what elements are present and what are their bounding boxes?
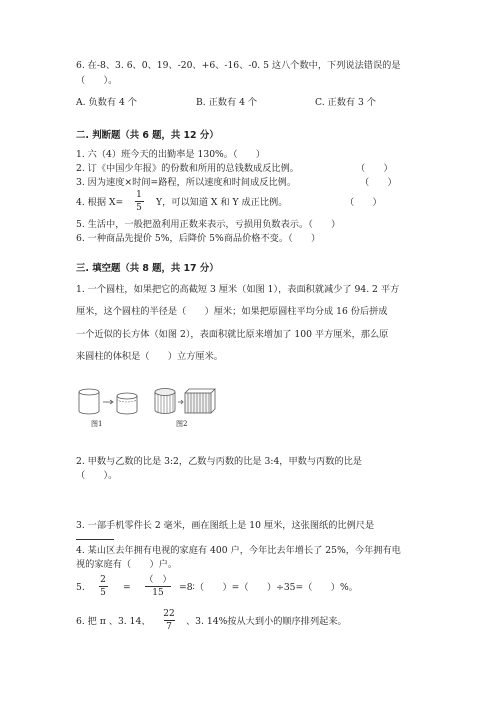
judge-item-2-bracket: （ ） xyxy=(356,163,393,174)
fraction-bar xyxy=(145,586,171,587)
figure-2-caption: 图2 xyxy=(176,420,188,428)
fill-q6-suffix: 、3. 14%按从大到小的顺序排列起来。 xyxy=(186,616,347,627)
fill-q2-line-1: 2. 甲数与乙数的比是 3:2，乙数与丙数的比是 3:4，甲数与丙数的比是 xyxy=(76,456,362,467)
fill-q6-prefix: 6. 把 π 、3. 14、 xyxy=(76,616,151,627)
fill-q5-fraction-1 xyxy=(92,575,114,598)
judge-item-2: 2. 订《中国少年报》的份数和所用的总钱数成反比例。 xyxy=(76,163,299,174)
fill-q5-rest: =8∶（ ）=（ ）÷35=（ ）%。 xyxy=(179,582,358,593)
fill-q3-line: 3. 一部手机零件长 2 毫米，画在图纸上是 10 厘米，这张图纸的比例尺是 xyxy=(76,520,375,531)
judge-item-4-fraction xyxy=(128,190,150,213)
fill-q1-line-4: 来圆柱的体积是（ ）立方厘米。 xyxy=(76,351,223,362)
figure-1-caption: 图1 xyxy=(91,420,103,428)
judge-item-4-prefix: 4. 根据 X= xyxy=(76,197,124,208)
section-3-title: 三. 填空题（共 8 题，共 17 分） xyxy=(76,263,219,274)
fill-q1-line-3: 一个近似的长方体（如图 2），表面积就比原来增加了 100 平方厘米，那么原 xyxy=(76,329,389,340)
fill-q6-fraction xyxy=(158,609,180,632)
judge-item-4-suffix: Y，可以知道 X 和 Y 成正比例。 xyxy=(156,197,288,208)
fill-q5-prefix: 5. xyxy=(76,582,85,593)
judge-item-3-bracket: （ ） xyxy=(360,177,397,188)
judge-item-3: 3. 因为速度×时间=路程，所以速度和时间成反比例。 xyxy=(76,177,297,188)
fill-q5-equals: = xyxy=(123,582,131,593)
question-6-line-1: 6. 在-8、3. 6、0、19、-20、+6、-16、-0. 5 这八个数中，下列说法错误的是 xyxy=(76,60,401,71)
section-2-title: 二. 判断题（共 6 题，共 12 分） xyxy=(76,130,219,141)
figure-1-cylinder-diagram xyxy=(76,384,142,424)
fraction-bar xyxy=(164,620,175,621)
fraction-numerator: 22 xyxy=(163,609,175,619)
fraction-numerator: 1 xyxy=(136,190,142,200)
fill-q3-answer-blank xyxy=(76,539,114,540)
fraction-numerator: （ ） xyxy=(144,575,172,585)
fill-q4-line-2: 视的家庭有（ ）户。 xyxy=(76,559,178,570)
fill-q5-fraction-2 xyxy=(141,575,175,598)
fill-q4-line-1: 4. 某山区去年拥有电视的家庭有 400 户，今年比去年增长了 25%，今年拥有电 xyxy=(76,545,401,556)
fraction-bar xyxy=(99,586,108,587)
option-c: C. 正数有 3 个 xyxy=(315,97,376,108)
question-6-line-2: （ ）。 xyxy=(76,75,118,86)
judge-item-6: 6. 一种商品先提价 5%，后降价 5%商品价格不变。（ ） xyxy=(76,233,321,244)
judge-item-5: 5. 生活中，一般把盈利用正数来表示，亏损用负数表示。（ ） xyxy=(76,219,341,230)
fill-q2-line-2: （ ）。 xyxy=(76,470,118,481)
fraction-numerator: 2 xyxy=(100,575,106,585)
fraction-denominator: 7 xyxy=(166,622,172,632)
fill-q1-line-1: 1. 一个圆柱，如果把它的高截短 3 厘米（如图 1），表面积就减少了 94. 2 平方 xyxy=(76,284,400,295)
option-b: B. 正数有 4 个 xyxy=(196,97,258,108)
fraction-denominator: 5 xyxy=(100,588,106,598)
fraction-denominator: 15 xyxy=(152,588,164,598)
option-a: A. 负数有 4 个 xyxy=(76,97,137,108)
fraction-bar xyxy=(135,201,144,202)
judge-item-1: 1. 六（4）班今天的出勤率是 130%。（ ） xyxy=(76,149,266,160)
figure-2-sliced-cylinder-diagram xyxy=(152,386,216,422)
fraction-denominator: 5 xyxy=(136,203,142,213)
judge-item-4-bracket: （ ） xyxy=(345,197,382,208)
fill-q1-line-2: 厘米，这个圆柱的半径是（ ）厘米；如果把原圆柱平均分成 16 份后拼成 xyxy=(76,306,388,317)
